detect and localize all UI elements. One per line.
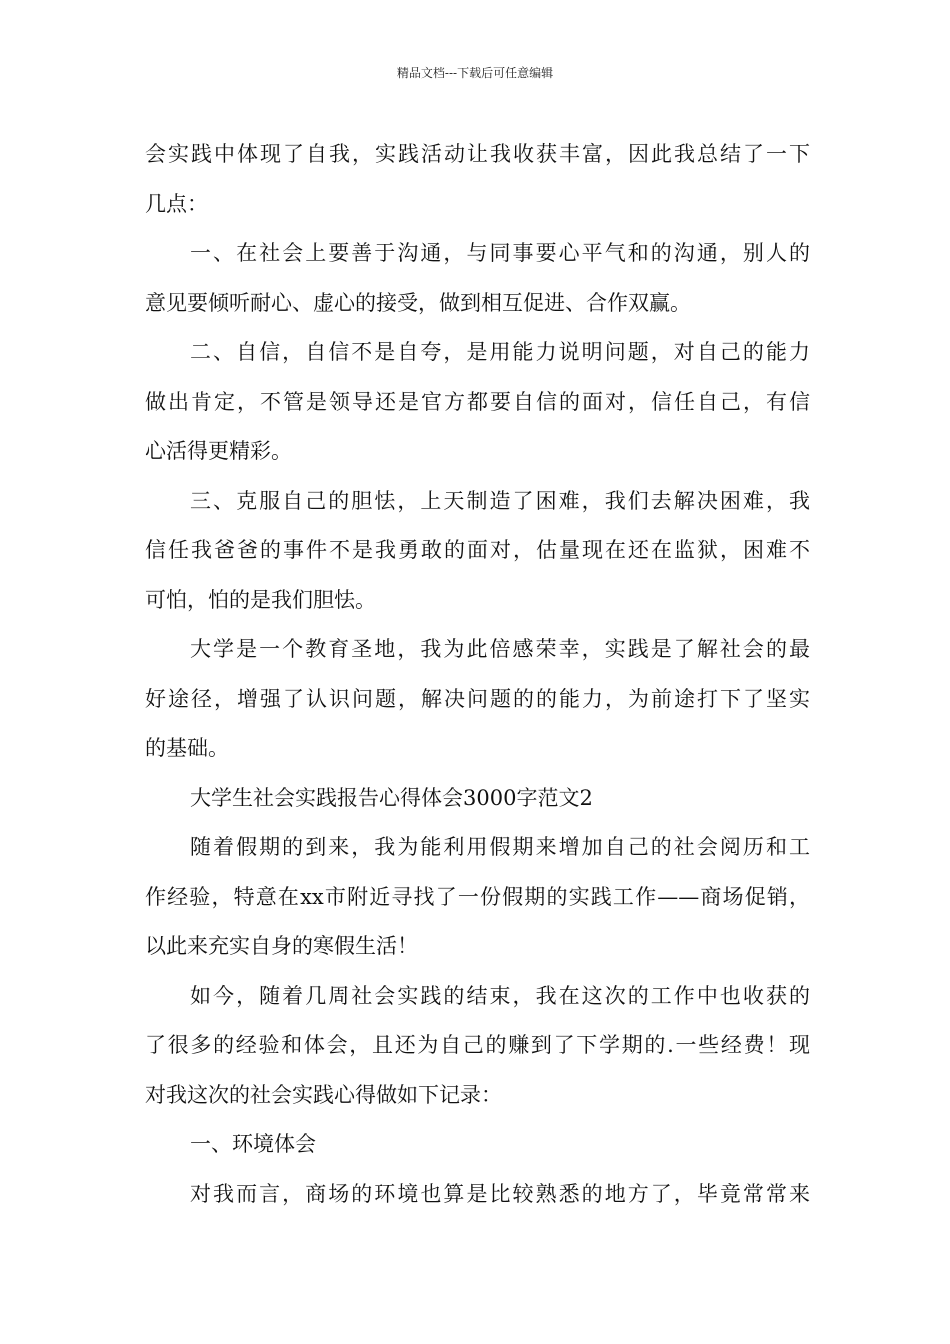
text-line: 以此来充实自身的寒假生活！ bbox=[145, 934, 418, 958]
section-heading: 大学生社会实践报告心得体会3000字范文2 bbox=[190, 785, 593, 810]
text-line: 三、克服自己的胆怯，上天制造了困难，我们去解决困难，我 bbox=[190, 488, 810, 513]
text-line: 了很多的经验和体会，且还为自己的赚到了下学期的.一些经费！现 bbox=[145, 1033, 810, 1057]
page-header: 精品文档---下载后可任意编辑 bbox=[396, 66, 554, 80]
text-line: 随着假期的到来，我为能利用假期来增加自己的社会阅历和工 bbox=[190, 835, 810, 859]
text-line: 心活得更精彩。 bbox=[145, 439, 292, 463]
text-line: 信任我爸爸的事件不是我勇敢的面对，估量现在还在监狱，困难不 bbox=[145, 538, 810, 562]
text-line: 二、自信，自信不是自夸，是用能力说明问题，对自己的能力 bbox=[190, 340, 810, 364]
text-line: 会实践中体现了自我，实践活动让我收获丰富，因此我总结了一下 bbox=[145, 142, 810, 166]
subsection-heading: 一、环境体会 bbox=[190, 1132, 316, 1156]
text-line: 好途径，增强了认识问题，解决问题的的能力，为前途打下了坚实 bbox=[145, 686, 810, 711]
text-line: 意见要倾听耐心、虚心的接受，做到相互促进、合作双赢。 bbox=[145, 290, 691, 315]
text-line: 可怕，怕的是我们胆怯。 bbox=[145, 587, 376, 612]
text-line: 作经验，特意在xx市附近寻找了一份假期的实践工作——商场促销， bbox=[145, 884, 810, 909]
text-line: 对我而言，商场的环境也算是比较熟悉的地方了，毕竟常常来 bbox=[190, 1181, 810, 1206]
text-line: 一、在社会上要善于沟通，与同事要心平气和的沟通，别人的 bbox=[190, 241, 810, 265]
document-body bbox=[145, 130, 810, 1219]
text-line: 如今，随着几周社会实践的结束，我在这次的工作中也收获的 bbox=[190, 983, 810, 1008]
text-line: 对我这次的社会实践心得做如下记录： bbox=[145, 1082, 502, 1107]
text-line: 的基础。 bbox=[145, 736, 229, 760]
text-line: 几点： bbox=[145, 191, 208, 216]
text-line: 大学是一个教育圣地，我为此倍感荣幸，实践是了解社会的最 bbox=[190, 637, 810, 661]
text-line: 做出肯定，不管是领导还是官方都要自信的面对，信任自己，有信 bbox=[145, 389, 810, 414]
